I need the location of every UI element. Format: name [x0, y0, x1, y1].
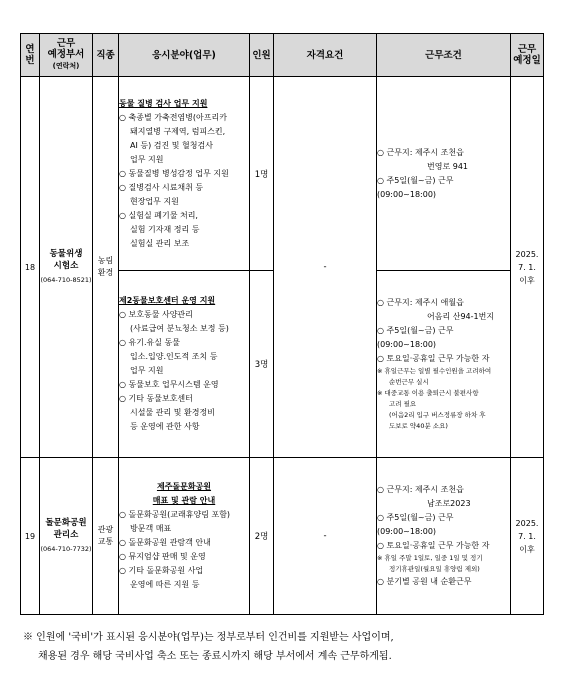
row18b-field-title: 제2동물보호센터 운영 지원: [119, 296, 216, 305]
footnote-line-1: ※ 인원에 '국비'가 표시된 응시분야(업무)는 정부로부터 인건비를 지원받는 사업이며,: [23, 632, 394, 643]
recruitment-table: [20, 33, 544, 615]
header-field: 응시분야(업무): [119, 34, 250, 77]
row18b-cond-weekend: ○ 토요일·공휴일 근무 가능한 자: [377, 354, 490, 363]
row19-no: 19: [21, 458, 40, 615]
row18b-item: ○ 기타 동물보호센터: [119, 394, 193, 403]
row19-cond-hours: ○ 주5일(월~금) 근무(09:00~18:00): [377, 513, 454, 536]
table-row-19: [21, 458, 544, 615]
row18-dept-tel: (064-710-8521): [40, 276, 92, 284]
row18-date: 2025. 7. 1. 이후: [511, 77, 544, 458]
header-cond: 근무조건: [377, 34, 511, 77]
row19-item: ○ 돌문화공원(교래휴양림 포함): [119, 510, 231, 519]
row18a-cond: [377, 77, 511, 271]
row18b-cond-note: 순번근무 실시: [389, 378, 429, 386]
row19-item: ○ 뮤지엄샵 판매 및 운영: [119, 552, 206, 561]
row18-qual: -: [274, 77, 377, 458]
row18b-cond-note: (어음2리 입구 버스정류장 하차 후: [389, 411, 486, 419]
row18-dept-name: 동물위생 시험소: [49, 249, 83, 271]
row18b-cond-note: 고려 필요: [389, 400, 417, 408]
row18a-count: 1명: [250, 77, 274, 271]
row18a-item: ○ 축종별 가축전염병(아프리카: [119, 112, 227, 122]
row18-dept: [40, 77, 93, 458]
row18a-item: ○ 실험실 폐기물 처리,: [119, 210, 198, 220]
header-dept: [40, 34, 93, 77]
row18b-item: ○ 유기.유실 동물: [119, 338, 180, 347]
row18b-cond-address: 어음리 산94-1번지: [427, 312, 495, 321]
row18b-cond-note: ※ 휴일근무는 일별 필수인원을 고려하여: [377, 367, 492, 375]
row18a-item: 실험 기자재 정리 등: [130, 224, 200, 234]
row18b-cond-note: 도보로 약40분 소요): [389, 422, 448, 430]
row18-no: 18: [21, 77, 40, 458]
row19-item: 방문객 매표: [130, 524, 172, 533]
row19-dept-tel: (064-710-7732): [40, 545, 92, 553]
header-date: 근무 예정일: [511, 34, 544, 77]
header-count: 인원: [250, 34, 274, 77]
header-row: [21, 34, 544, 77]
row18a-field: [119, 77, 250, 271]
row19-cond-rotation: ○ 분기별 공원 내 순환근무: [377, 577, 472, 586]
footnote-line-2: 채용된 경우 해당 국비사업 축소 또는 종료시까지 해당 부서에서 계속 근무하게됨.: [38, 651, 392, 662]
header-dept-label: 근무 예정부서: [47, 38, 85, 60]
row19-cond-note: ※ 휴일 주말 1일토, 일중 1일 및 정기: [377, 554, 483, 562]
row18a-item: 현장업무 지원: [130, 196, 179, 206]
header-qual: 자격요건: [274, 34, 377, 77]
row18b-item: 입소.입양.인도적 조치 등: [130, 352, 218, 361]
row19-dept-name: 돌문화공원 관리소: [45, 518, 87, 540]
row18b-item: ○ 보호동물 사양관리: [119, 310, 193, 319]
row19-item: 운영에 따른 지원 등: [130, 580, 200, 589]
row18a-item: 실험실 관리 보조: [130, 238, 190, 248]
header-dept-sub: (연락처): [52, 62, 80, 70]
row18b-item: 등 운영에 관한 사항: [130, 422, 200, 431]
row19-cond-weekend: ○ 토요일·공휴일 근무 가능한 자: [377, 541, 490, 550]
row19-field: [119, 458, 250, 615]
header-jobtype: 직종: [93, 34, 119, 77]
row19-jobtype: 관광 교통: [93, 458, 119, 615]
row18b-field: [119, 271, 250, 458]
row18a-cond-location: ○ 근무지: 제주시 조천읍: [377, 147, 464, 157]
row19-field-title: 제주돌문화공원: [156, 482, 212, 491]
row18a-item: 업무 지원: [130, 154, 164, 164]
row18a-item: ○ 질병검사 시료채취 등: [119, 182, 204, 192]
row18a-cond-address: 번영로 941: [427, 161, 468, 171]
row19-field-subtitle: 매표 및 관람 안내: [152, 496, 216, 505]
row18b-cond-note: ※ 대중교통 이용 출퇴근시 불편사항: [377, 389, 479, 397]
row18a-field-title: 동물 질병 검사 업무 지원: [119, 98, 208, 108]
row18b-cond-location: ○ 근무지: 제주시 애월읍: [377, 298, 464, 307]
row19-count: 2명: [250, 458, 274, 615]
row18a-item: 돼지열병 구제역, 럼피스킨,: [130, 126, 226, 136]
row19-cond: [377, 458, 511, 615]
row18a-item: ○ 동물질병 병성감정 업무 지원: [119, 168, 229, 178]
row18b-count: 3명: [250, 271, 274, 458]
row18b-item: ○ 동물보호 업무시스템 운영: [119, 380, 219, 389]
row18b-cond: [377, 271, 511, 458]
row18b-item: (사료급여 분뇨청소 보정 등): [130, 324, 229, 333]
row19-date: 2025. 7. 1. 이후: [511, 458, 544, 615]
row18b-item: 시설물 관리 및 환경정비: [130, 408, 215, 417]
row18-jobtype: 농림 환경: [93, 77, 119, 458]
footnote: [23, 628, 543, 666]
row19-cond-address: 남조로2023: [427, 499, 471, 508]
row19-cond-note: 정기휴관일(월요일 휴양림 제외): [389, 565, 480, 573]
row19-item: ○ 돌문화공원 관람객 안내: [119, 538, 211, 547]
row18a-cond-hours: ○ 주5일(월~금) 근무(09:00~18:00): [377, 175, 454, 199]
row18b-item: 업무 지원: [130, 366, 164, 375]
row18a-item: AI 등) 검진 및 혈청검사: [130, 140, 213, 150]
header-no: 연번: [21, 34, 40, 77]
table-row-18a: [21, 77, 544, 271]
row19-dept: [40, 458, 93, 615]
row19-cond-location: ○ 근무지: 제주시 조천읍: [377, 485, 464, 494]
row19-item: ○ 기타 돌문화공원 사업: [119, 566, 204, 575]
row18b-cond-hours: ○ 주5일(월~금) 근무(09:00~18:00): [377, 326, 454, 349]
row19-qual: -: [274, 458, 377, 615]
